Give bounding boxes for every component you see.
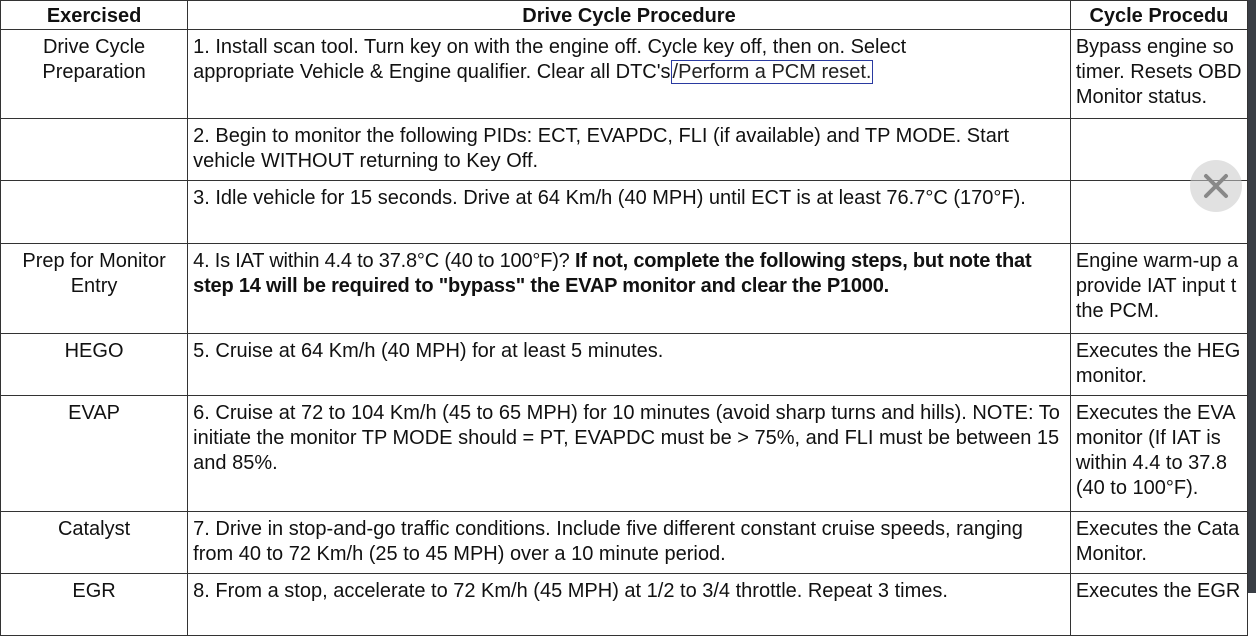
cell-purpose: Executes the EGR (1070, 574, 1247, 636)
cell-procedure: 6. Cruise at 72 to 104 Km/h (45 to 65 MPH) for 10 minutes (avoid sharp turns and hills). NOTE: To initiate the monitor TP MODE should = PT, EVAPDC must be > 75%, and FLI must be between 15 and 85%. (188, 396, 1071, 512)
cell-purpose: Executes the EVA monitor (If IAT is within 4.4 to 37.8 (40 to 100°F). (1070, 396, 1247, 512)
cell-exercised: EVAP (1, 396, 188, 512)
cell-exercised (1, 119, 188, 181)
table-row (1, 119, 1248, 181)
cell-exercised: Drive Cycle Preparation (1, 30, 188, 119)
text: appropriate Vehicle & Engine qualifier. Clear all DTC's (193, 61, 671, 83)
table-row (1, 512, 1248, 574)
highlighted-text[interactable]: /Perform a PCM reset. (672, 61, 872, 83)
header-row (1, 1, 1248, 30)
text: 4. Is IAT within 4.4 to 37.8°C (40 to 100°F)? (193, 250, 575, 272)
cell-purpose: Engine warm-up a provide IAT input t the PCM. (1070, 244, 1247, 334)
cell-procedure (188, 30, 1071, 119)
bold-text: If not, complete the following steps, but note that step 14 will be required to "bypass" the EVAP monitor and clear the P1000. (193, 250, 1032, 297)
table-row (1, 181, 1248, 244)
cell-purpose: Executes the Cata Monitor. (1070, 512, 1247, 574)
cell-procedure: 8. From a stop, accelerate to 72 Km/h (45 MPH) at 1/2 to 3/4 throttle. Repeat 3 times. (188, 574, 1071, 636)
table-row (1, 334, 1248, 396)
table-row (1, 396, 1248, 512)
cell-exercised: Prep for Monitor Entry (1, 244, 188, 334)
cell-procedure (188, 244, 1071, 334)
window-edge (1248, 0, 1256, 593)
header-exercised: Exercised (1, 1, 188, 30)
cell-procedure: 5. Cruise at 64 Km/h (40 MPH) for at least 5 minutes. (188, 334, 1071, 396)
cell-purpose: Bypass engine so timer. Resets OBD Monitor status. (1070, 30, 1247, 119)
text: 1. Install scan tool. Turn key on with the engine off. Cycle key off, then on. Select (193, 36, 907, 58)
table-row (1, 244, 1248, 334)
close-icon (1201, 171, 1231, 201)
cell-purpose: Executes the HEG monitor. (1070, 334, 1247, 396)
cell-procedure: 7. Drive in stop-and-go traffic conditions. Include five different constant cruise speeds, ranging from 40 to 72 Km/h (25 to 45 MPH) over a 10 minute period. (188, 512, 1071, 574)
cell-exercised: HEGO (1, 334, 188, 396)
cell-exercised: Catalyst (1, 512, 188, 574)
close-button[interactable] (1190, 160, 1242, 212)
cell-exercised (1, 181, 188, 244)
header-procedure: Drive Cycle Procedure (188, 1, 1071, 30)
cell-procedure: 3. Idle vehicle for 15 seconds. Drive at 64 Km/h (40 MPH) until ECT is at least 76.7°C (170°F). (188, 181, 1071, 244)
cell-procedure: 2. Begin to monitor the following PIDs: ECT, EVAPDC, FLI (if available) and TP MODE. Start vehicle WITHOUT returning to Key Off. (188, 119, 1071, 181)
cell-exercised: EGR (1, 574, 188, 636)
table-row (1, 574, 1248, 636)
table-row (1, 30, 1248, 119)
header-cycle-procedure: Cycle Procedu (1070, 1, 1247, 30)
